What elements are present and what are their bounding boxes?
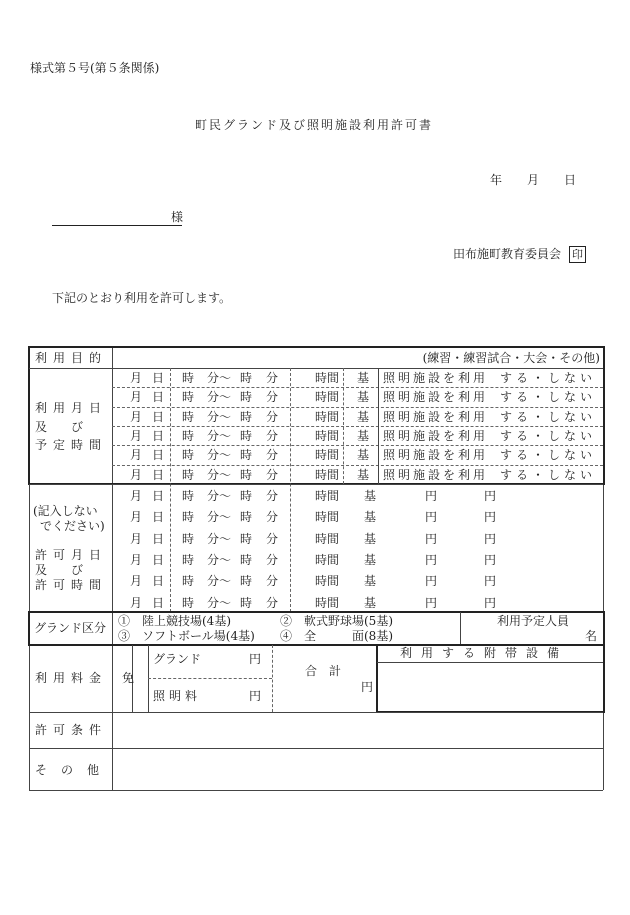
permit-label-1: 許可月日: [35, 548, 108, 562]
permit-units: 基: [364, 531, 377, 546]
usage-hour2: 時: [240, 390, 253, 405]
permit-month: 月: [130, 595, 143, 610]
conditions-label: 許可条件: [35, 723, 108, 737]
permit-min2: 分: [266, 489, 279, 503]
people-label: 利用予定人員: [497, 614, 570, 628]
permit-yen-1: 円: [425, 510, 438, 525]
usage-hours: 時間: [315, 371, 340, 385]
usage-min1: 分～: [207, 428, 232, 443]
permit-day: 日: [152, 489, 165, 503]
usage-min2: 分: [266, 428, 279, 443]
usage-min2: 分: [266, 409, 279, 424]
permit-hour2: 時: [240, 574, 253, 589]
usage-min2: 分: [266, 390, 279, 405]
permit-yen-1: 円: [425, 552, 438, 567]
permit-yen-2: 円: [484, 489, 497, 503]
row-divider: [112, 445, 603, 446]
permit-hour2: 時: [240, 531, 253, 546]
purpose-options[interactable]: (練習・練習試合・大会・その他): [422, 351, 600, 365]
other-label: その他: [35, 763, 114, 777]
permit-hour2: 時: [240, 489, 253, 503]
fee-lighting-label: 照明料: [153, 689, 202, 703]
usage-month: 月: [130, 390, 143, 405]
permit-day: 日: [152, 552, 165, 567]
usage-hour1: 時: [182, 467, 195, 482]
usage-lighting: 照明施設を利用: [383, 428, 489, 443]
permit-yen-1: 円: [425, 595, 438, 610]
permit-yen-2: 円: [484, 552, 497, 567]
usage-min2: 分: [266, 467, 279, 482]
permit-yen-1: 円: [425, 531, 438, 546]
permit-min1: 分～: [207, 574, 232, 589]
usage-units: 基: [357, 371, 370, 385]
addressee-suffix: 様: [171, 210, 184, 224]
fee-total-label: 合 計: [305, 664, 342, 678]
usage-lighting: 照明施設を利用: [383, 448, 489, 463]
usage-lighting: 照明施設を利用: [383, 371, 489, 385]
usage-min2: 分: [266, 448, 279, 463]
permit-min2: 分: [266, 574, 279, 589]
usage-label-3: 予定時間: [35, 438, 108, 452]
usage-units: 基: [357, 428, 370, 443]
permit-units: 基: [364, 552, 377, 567]
purpose-label: 利用目的: [35, 351, 108, 365]
divider: [272, 645, 273, 712]
permit-label-3: 許可時間: [35, 578, 108, 592]
usage-day: 日: [152, 390, 165, 405]
usage-hour2: 時: [240, 467, 253, 482]
permit-hour1: 時: [182, 489, 195, 503]
usage-hour1: 時: [182, 409, 195, 424]
permit-day: 日: [152, 595, 165, 610]
date-day: 日: [564, 173, 577, 187]
permit-month: 月: [130, 489, 143, 503]
usage-month: 月: [130, 448, 143, 463]
permit-yen-1: 円: [425, 574, 438, 589]
usage-day: 日: [152, 467, 165, 482]
permit-min2: 分: [266, 595, 279, 610]
usage-min1: 分～: [207, 371, 232, 385]
fee-label: 利用料金: [35, 671, 108, 685]
permit-note-1: (記入しない: [33, 504, 98, 518]
ground-option-1[interactable]: ① 陸上競技場(4基): [118, 614, 231, 628]
usage-units: 基: [357, 409, 370, 424]
fee-lighting-yen: 円: [249, 689, 262, 703]
usage-choice[interactable]: する・しない: [500, 409, 597, 424]
fee-ground-label: グランド: [153, 652, 202, 666]
ground-option-4[interactable]: ④ 全 面(8基): [280, 629, 393, 643]
usage-choice[interactable]: する・しない: [500, 467, 597, 482]
permit-hour1: 時: [182, 531, 195, 546]
permit-month: 月: [130, 531, 143, 546]
usage-hours: 時間: [315, 409, 340, 424]
permit-month: 月: [130, 552, 143, 567]
usage-hour1: 時: [182, 371, 195, 385]
permit-yen-2: 円: [484, 595, 497, 610]
usage-day: 日: [152, 448, 165, 463]
ground-option-3[interactable]: ③ ソフトボール場(4基): [118, 629, 255, 643]
permit-hour2: 時: [240, 595, 253, 610]
date-year: 年: [490, 173, 503, 187]
usage-month: 月: [130, 428, 143, 443]
permit-hour1: 時: [182, 595, 195, 610]
usage-hour1: 時: [182, 390, 195, 405]
ground-label: グランド区分: [34, 621, 107, 635]
permit-hour1: 時: [182, 552, 195, 567]
permit-hours: 時間: [315, 531, 340, 546]
usage-units: 基: [357, 467, 370, 482]
permit-units: 基: [364, 595, 377, 610]
permit-hours: 時間: [315, 489, 340, 503]
usage-hour2: 時: [240, 371, 253, 385]
permit-month: 月: [130, 510, 143, 525]
usage-hour1: 時: [182, 428, 195, 443]
divider: [148, 678, 272, 679]
usage-lighting: 照明施設を利用: [383, 409, 489, 424]
usage-month: 月: [130, 409, 143, 424]
usage-min1: 分～: [207, 409, 232, 424]
row-divider: [112, 407, 603, 408]
usage-lighting: 照明施設を利用: [383, 390, 489, 405]
form-number: 様式第５号(第５条関係): [30, 61, 160, 75]
usage-month: 月: [130, 467, 143, 482]
permit-min1: 分～: [207, 531, 232, 546]
usage-label-2: 及 び: [35, 420, 84, 434]
usage-hour2: 時: [240, 428, 253, 443]
usage-units: 基: [357, 390, 370, 405]
usage-day: 日: [152, 409, 165, 424]
date-month: 月: [527, 173, 540, 187]
usage-hours: 時間: [315, 448, 340, 463]
fee-ground-yen: 円: [249, 652, 262, 666]
issuer: 田布施町教育委員会: [453, 247, 562, 261]
divider: [460, 612, 461, 645]
usage-choice[interactable]: する・しない: [500, 371, 597, 385]
permit-hours: 時間: [315, 574, 340, 589]
usage-lighting: 照明施設を利用: [383, 467, 489, 482]
usage-hours: 時間: [315, 428, 340, 443]
usage-min1: 分～: [207, 467, 232, 482]
permit-yen-1: 円: [425, 489, 438, 503]
permit-day: 日: [152, 574, 165, 589]
units-lighting-divider: [378, 368, 379, 484]
divider: [377, 662, 603, 663]
permit-note-2: でください): [40, 519, 105, 533]
permit-label-2: 及 び: [35, 563, 84, 577]
usage-min2: 分: [266, 371, 279, 385]
usage-month: 月: [130, 371, 143, 385]
usage-day: 日: [152, 371, 165, 385]
ground-option-2[interactable]: ② 軟式野球場(5基): [280, 614, 393, 628]
permit-min1: 分～: [207, 489, 232, 503]
permit-units: 基: [364, 489, 377, 503]
usage-min1: 分～: [207, 390, 232, 405]
people-unit: 名: [585, 629, 598, 643]
permit-hours: 時間: [315, 510, 340, 525]
intro-text: 下記のとおり利用を許可します。: [52, 291, 232, 305]
usage-hour2: 時: [240, 448, 253, 463]
page-title: 町民グランド及び照明施設利用許可書: [195, 118, 434, 132]
usage-units: 基: [357, 448, 370, 463]
usage-hour2: 時: [240, 409, 253, 424]
permit-hour2: 時: [240, 510, 253, 525]
permit-min2: 分: [266, 552, 279, 567]
table-bottom-border: [29, 790, 603, 791]
divider: [29, 748, 603, 749]
fee-exempt[interactable]: 免: [122, 671, 135, 685]
permit-yen-2: 円: [484, 574, 497, 589]
seal-box: 印: [569, 246, 586, 263]
permit-hours: 時間: [315, 595, 340, 610]
usage-hours: 時間: [315, 390, 340, 405]
permit-hours: 時間: [315, 552, 340, 567]
permit-hour2: 時: [240, 552, 253, 567]
usage-choice[interactable]: する・しない: [500, 448, 597, 463]
permit-month: 月: [130, 574, 143, 589]
permit-min2: 分: [266, 531, 279, 546]
permit-min1: 分～: [207, 510, 232, 525]
equipment-label: 利用する附帯設備: [400, 646, 569, 660]
permit-min1: 分～: [207, 595, 232, 610]
usage-choice[interactable]: する・しない: [500, 428, 597, 443]
row-divider: [112, 465, 603, 466]
divider: [29, 712, 603, 713]
permit-day: 日: [152, 510, 165, 525]
hours-units-divider: [343, 368, 344, 484]
permit-units: 基: [364, 574, 377, 589]
usage-hours: 時間: [315, 467, 340, 482]
row-divider: [112, 426, 603, 427]
fee-total-yen: 円: [361, 680, 374, 694]
permit-hour1: 時: [182, 510, 195, 525]
addressee-line[interactable]: [52, 225, 182, 226]
usage-day: 日: [152, 428, 165, 443]
usage-hour1: 時: [182, 448, 195, 463]
permit-hour1: 時: [182, 574, 195, 589]
usage-choice[interactable]: する・しない: [500, 390, 597, 405]
usage-min1: 分～: [207, 448, 232, 463]
usage-label-1: 利用月日: [35, 401, 108, 415]
permit-min1: 分～: [207, 552, 232, 567]
row-divider: [112, 387, 603, 388]
permit-yen-2: 円: [484, 531, 497, 546]
permit-day: 日: [152, 531, 165, 546]
permit-units: 基: [364, 510, 377, 525]
permit-yen-2: 円: [484, 510, 497, 525]
permit-min2: 分: [266, 510, 279, 525]
